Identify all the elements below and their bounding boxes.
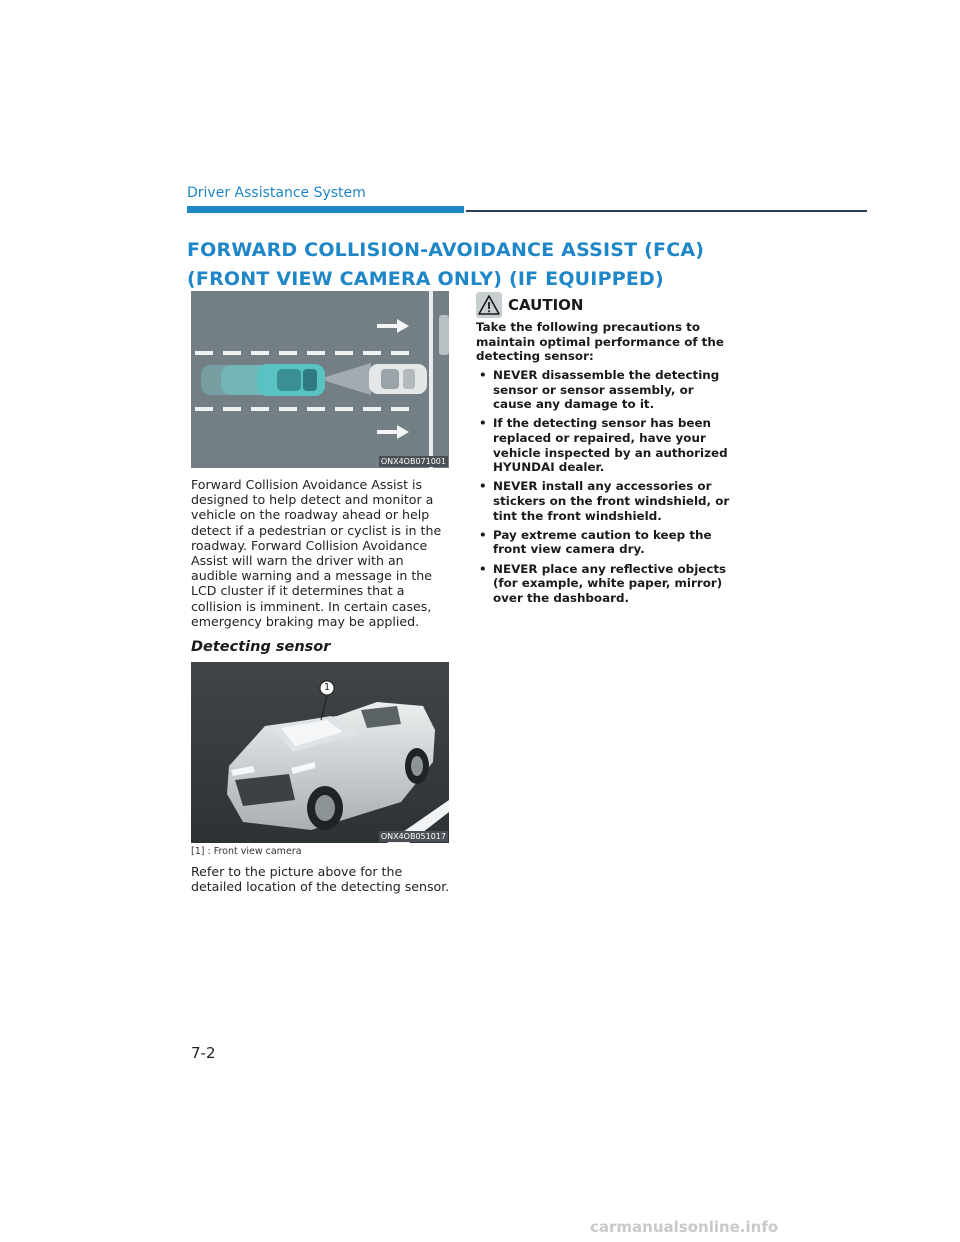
vehicle-camera-illustration — [191, 662, 449, 843]
list-item — [476, 528, 732, 557]
bullet: • — [479, 416, 487, 431]
bullet: • — [479, 479, 487, 494]
watermark: carmanualsonline.info — [590, 1218, 779, 1236]
detecting-sensor-heading: Detecting sensor — [191, 639, 331, 655]
list-item — [476, 416, 732, 474]
page-title-line2: (FRONT VIEW CAMERA ONLY) (IF EQUIPPED) — [187, 268, 664, 290]
header-rule — [466, 210, 867, 212]
caution-list — [476, 368, 732, 610]
figure-caption: [1] : Front view camera — [191, 846, 302, 857]
caution-heading — [476, 292, 583, 318]
caution-item-text: NEVER disassemble the detecting sensor or sensor assembly, or cause any damage to it. — [493, 368, 720, 412]
fca-road-illustration — [191, 291, 449, 468]
caution-intro: Take the following precautions to maintain optimal performance of the detecting sensor: — [476, 320, 724, 364]
detecting-sensor-paragraph: Refer to the picture above for the detailed location of the detecting sensor. — [191, 864, 450, 895]
caution-item-text: Pay extreme caution to keep the front view camera dry. — [493, 527, 712, 557]
bullet: • — [479, 561, 487, 576]
page-title-line1: FORWARD COLLISION-AVOIDANCE ASSIST (FCA) — [187, 239, 705, 261]
bullet: • — [479, 527, 487, 542]
page-number: 7-2 — [191, 1044, 216, 1062]
caution-item-text: If the detecting sensor has been replaced or repaired, have your vehicle inspected by an authorized HYUNDAI dealer. — [493, 416, 728, 475]
list-item — [476, 562, 732, 606]
callout-number: 1 — [323, 682, 331, 693]
figure-code: ONX4OB051017 — [380, 832, 446, 841]
warning-triangle-icon — [476, 292, 502, 318]
intro-paragraph: Forward Collision Avoidance Assist is designed to help detect and monitor a vehicle on the roadway ahead or help detect if a pedestrian or cyclist is in the roadway. Forward Collision Avoidance Assist will warn the driver with an audible warning and a message in the LCD cluster if it determines that a collision is imminent. In certain cases, emergency braking may be applied. — [191, 477, 442, 629]
caution-label: CAUTION — [508, 296, 584, 314]
page-title — [187, 236, 867, 294]
figure-code: ONX4OB071001 — [380, 457, 446, 466]
caution-item-text: NEVER install any accessories or stickers on the front windshield, or tint the front windshield. — [493, 479, 730, 523]
caution-item-text: NEVER place any reflective objects (for example, white paper, mirror) over the dashboard. — [493, 561, 727, 605]
header-rule-accent — [187, 206, 464, 213]
bullet: • — [479, 368, 487, 382]
section-label: Driver Assistance System — [187, 185, 366, 201]
list-item — [476, 479, 732, 523]
list-item — [476, 368, 732, 412]
